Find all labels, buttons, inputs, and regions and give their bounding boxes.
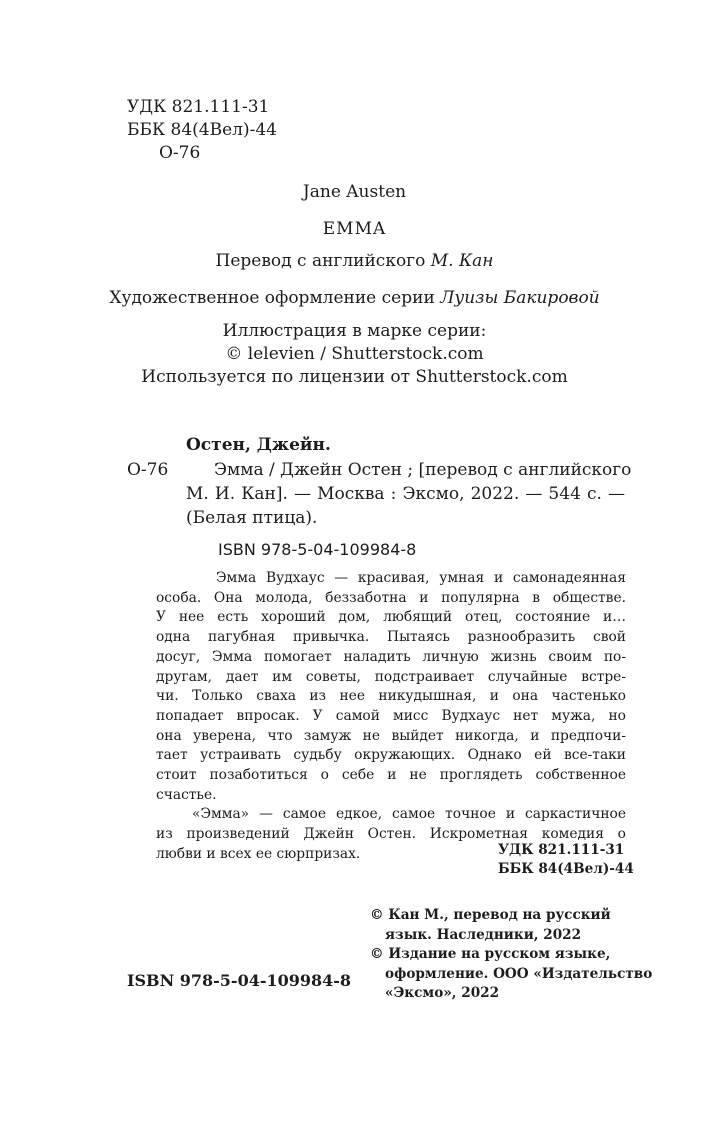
design-credit bbox=[0, 287, 709, 310]
footer-isbn: ISBN 978-5-04-109984-8 bbox=[127, 971, 352, 990]
illustration-line-2: © lelevien / Shutterstock.com bbox=[225, 344, 484, 364]
annotation-line: У нее есть хороший дом, любящий отец, состояние и… bbox=[156, 609, 626, 626]
annotation-line: другам, дает им советы, подстраивает случайные встре- bbox=[156, 668, 626, 685]
designer-name: Луизы Бакировой bbox=[440, 288, 600, 308]
annotation-line: Эмма Вудхаус — красивая, умная и самонадеянная bbox=[216, 570, 626, 586]
catalog-mark: О-76 bbox=[127, 460, 169, 480]
translation-prefix: Перевод с английского bbox=[215, 251, 426, 271]
catalog-line: Эмма / Джейн Остен ; [перевод с английского bbox=[214, 460, 632, 480]
catalog-line: (Белая птица). bbox=[186, 508, 318, 528]
original-author: Jane Austen bbox=[302, 182, 407, 202]
catalog-heading: Остен, Джейн. bbox=[186, 435, 331, 455]
annotation-line: чи. Только сваха из нее никудышная, и она частенько bbox=[156, 688, 626, 705]
catalog-description bbox=[186, 458, 632, 530]
translator-name: М. Кан bbox=[430, 251, 494, 271]
annotation-line: тает устраивать судьбу окружающих. Однако ей все-таки bbox=[156, 747, 626, 764]
catalog-line: М. И. Кан]. — Москва : Эксмо, 2022. — 544 с. — bbox=[186, 484, 625, 504]
annotation bbox=[156, 569, 626, 865]
copyright-line: © Кан М., перевод на русский bbox=[370, 907, 611, 923]
annotation-line: счастье. bbox=[156, 786, 217, 803]
catalog-isbn: ISBN 978-5-04-109984-8 bbox=[218, 540, 417, 559]
annotation-bbk: ББК 84(4Вел)-44 bbox=[498, 861, 634, 877]
annotation-line: досуг, Эмма помогает наладить личную жизнь своим по- bbox=[156, 648, 626, 665]
annotation-line: одна пагубная привычка. Пытаясь разнообразить свой bbox=[156, 629, 626, 646]
annotation-line: она уверена, что замуж не выйдет никогда, и предпочи- bbox=[156, 727, 626, 744]
copyright-line: © Издание на русском языке, bbox=[370, 946, 611, 962]
copyright-line: язык. Наследники, 2022 bbox=[385, 926, 582, 943]
annotation-udk: УДК 821.111-31 bbox=[498, 842, 625, 858]
annotation-line: особа. Она молода, беззаботна и популярна в обществе. bbox=[156, 589, 626, 606]
udk-code: УДК 821.111-31 bbox=[127, 97, 270, 117]
illustration-line-3: Используется по лицензии от Shutterstock.com bbox=[141, 367, 568, 387]
illustration-line-1: Иллюстрация в марке серии: bbox=[222, 321, 487, 341]
original-title: EMMA bbox=[322, 219, 387, 239]
annotation-line: попадает впросак. У самой мисс Вудхаус нет мужа, но bbox=[156, 707, 626, 724]
design-prefix: Художественное оформление серии bbox=[109, 288, 435, 308]
translation-credit bbox=[0, 250, 709, 273]
annotation-line: из произведений Джейн Остен. Искрометная комедия о bbox=[156, 826, 626, 843]
copyright-block bbox=[370, 906, 652, 1004]
copyright-line: оформление. ООО «Издательство bbox=[385, 965, 653, 982]
copyright-line: «Эксмо», 2022 bbox=[385, 985, 500, 1001]
annotation-line: стоит позаботиться о себе и не проглядеть собственное bbox=[156, 767, 626, 784]
annotation-line: любви и всех ее сюрпризах. bbox=[156, 845, 361, 862]
bbk-code: ББК 84(4Вел)-44 bbox=[127, 120, 277, 140]
author-mark: О-76 bbox=[159, 143, 201, 163]
annotation-line: «Эмма» — самое едкое, самое точное и саркастичное bbox=[192, 806, 626, 823]
